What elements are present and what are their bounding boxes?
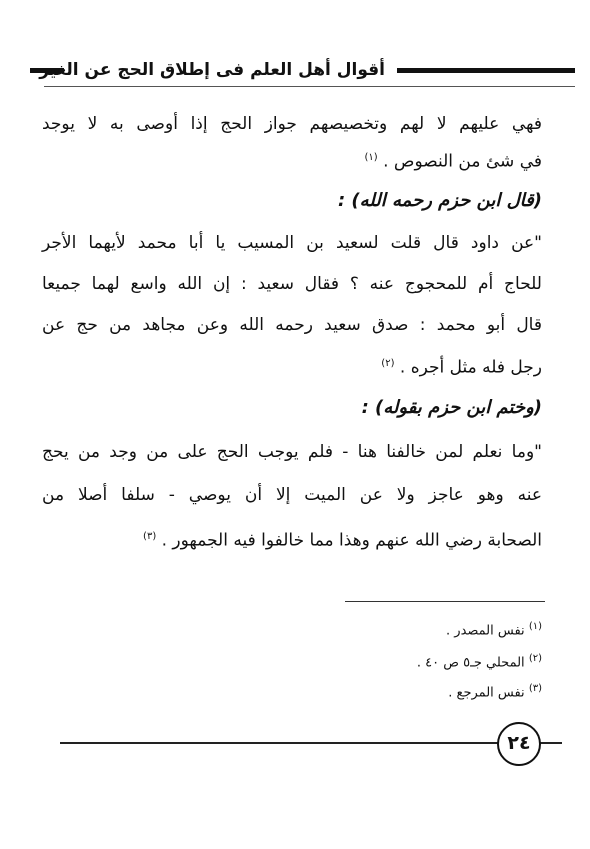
footnote-1 <box>446 621 542 638</box>
section-heading-closing: (وختم ابن حزم بقوله) : <box>361 397 542 418</box>
footnote-2-text: المحلي جـ٥ ص ٤٠ . <box>416 655 525 671</box>
section-heading-ibn-hazm: (قال ابن حزم رحمه الله) : <box>337 190 542 211</box>
paragraph3-line3-text: الصحابة رضي الله عنهم وهذا مما خالفوا فيه الجمهور . <box>161 530 542 551</box>
footnote-ref-1: (١) <box>364 152 378 163</box>
paragraph3-line1: "وما نعلم لمن خالفنا هنا - فلم يوجب الحج على من وجد من يحج <box>42 442 542 462</box>
footnote-3-text: نفس المرجع . <box>448 685 525 701</box>
paragraph1-line2 <box>365 146 542 174</box>
footnote-ref-3: (٣) <box>143 531 157 542</box>
running-header-title: أقوال أهل العلم فى إطلاق الحج عن الغير <box>39 60 385 80</box>
header-rule <box>44 86 575 87</box>
footer-rule <box>60 742 562 744</box>
paragraph2-line4-text: رجل فله مثل أجره . <box>399 357 542 378</box>
footnote-2 <box>417 653 542 670</box>
paragraph2-line2: للحاج أم للمحجوج عنه ؟ فقال سعيد : إن الله واسع لهما جميعا <box>42 274 542 294</box>
paragraph1-line2-text: في شئ من النصوص . <box>383 151 542 172</box>
running-header <box>30 58 575 90</box>
footnote-ref-2: (٢) <box>381 358 395 369</box>
page-number-badge <box>497 722 541 766</box>
footnote-1-text: نفس المصدر . <box>446 623 525 639</box>
paragraph2-line4 <box>381 352 542 380</box>
paragraph2-line3: قال أبو محمد : صدق سعيد رحمه الله وعن مجاهد من حج عن <box>42 315 542 335</box>
header-bar-right <box>397 68 575 73</box>
footnote-3 <box>448 683 542 700</box>
page-number: ٢٤ <box>507 732 531 754</box>
paragraph1-line1: فهي عليهم لا لهم وتخصيصهم جواز الحج إذا أوصى به لا يوجد <box>42 114 542 134</box>
footnote-1-marker: (١) <box>528 621 542 632</box>
footnote-2-marker: (٢) <box>528 653 542 664</box>
paragraph3-line3 <box>143 525 542 553</box>
footnote-separator <box>345 601 545 602</box>
paragraph3-line2: عنه وهو عاجز ولا عن الميت إلا أن يوصي - سلفا أصلا من <box>42 485 542 505</box>
paragraph2-line1: "عن داود قال قلت لسعيد بن المسيب يا أبا محمد لأيهما الأجر <box>42 233 542 253</box>
footnote-3-marker: (٣) <box>528 683 542 694</box>
